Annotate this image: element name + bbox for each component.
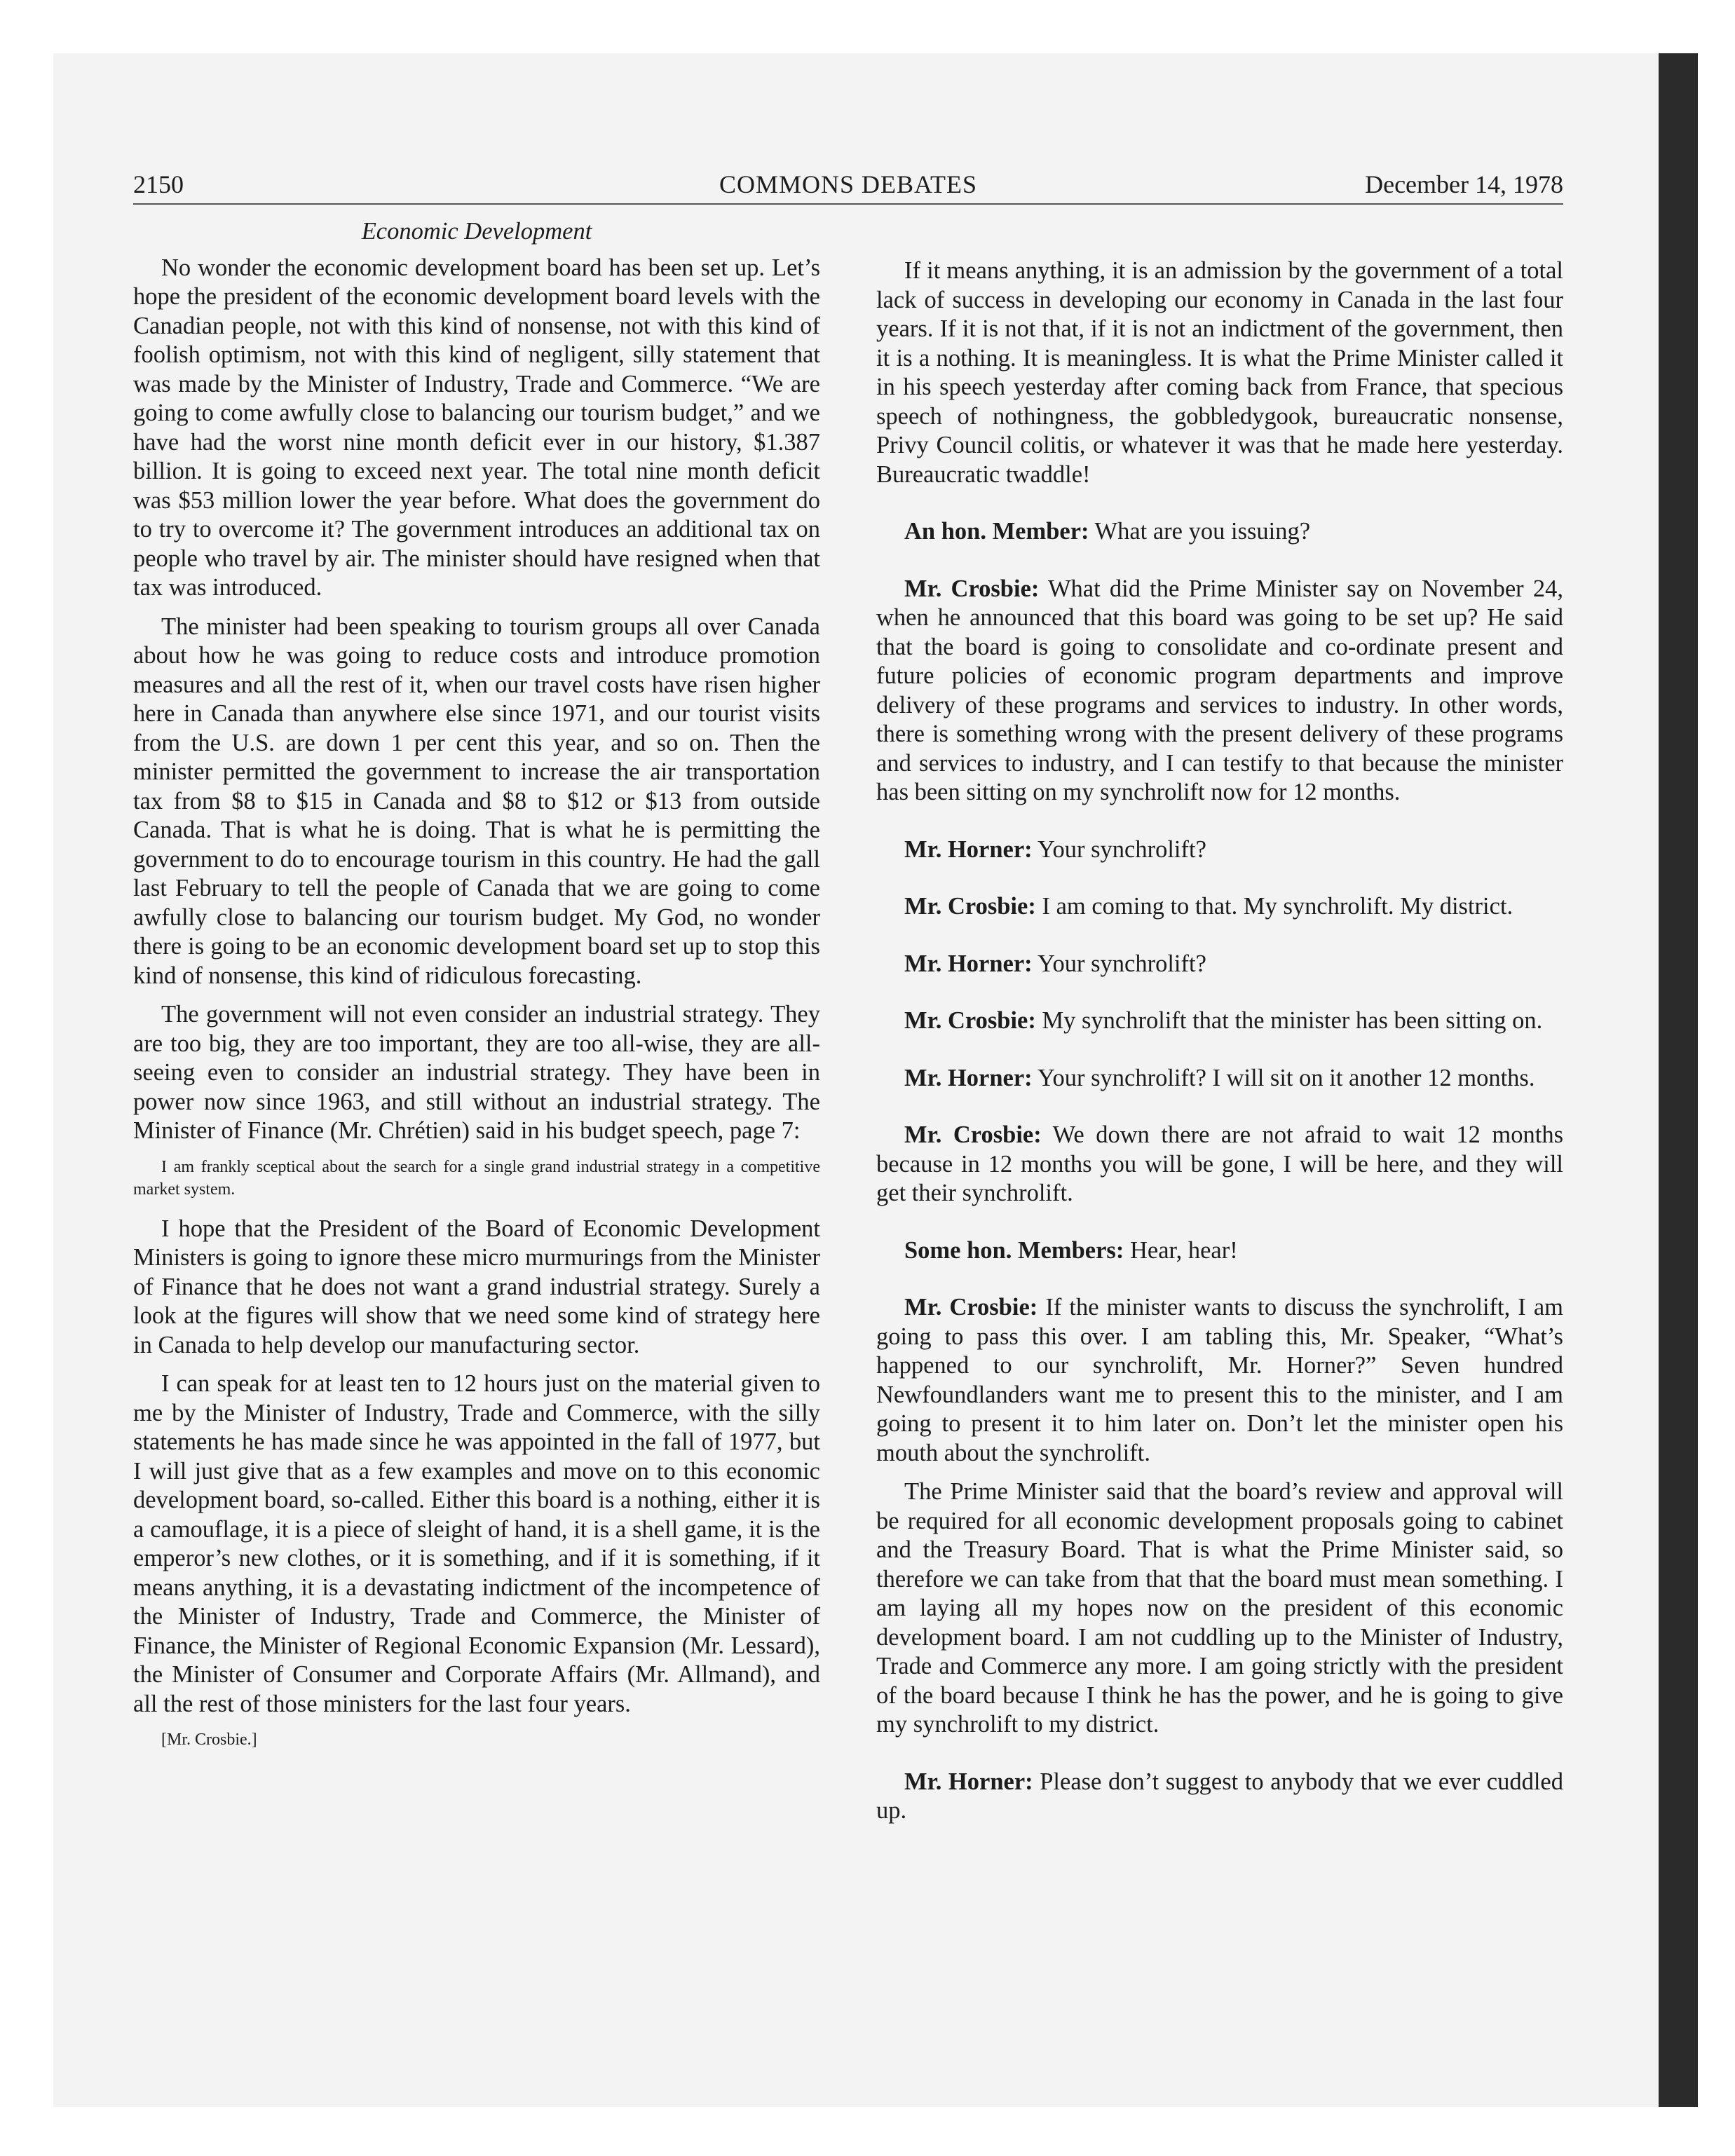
paragraph: I can speak for at least ten to 12 hours just on the material given to me by the Minister of Industry, Trade and Commerce, with the silly statements he has made since he was appointed in the fall of 1977, but I will just give that as a few examples and move on to this economic development board, so-called. Either this board is a nothing, either it is a camouflage, it is a piece of sleight of hand, it is a shell game, it is the emperor’s new clothes, or it is something, and if it is something, if it means anything, it is a devastating indictment of the incompetence of the Minister of Industry, Trade and Commerce, the Minister of Finance, the Minister of Regional Economic Expansion (Mr. Lessard), the Minister of Consumer and Corporate Affairs (Mr. Allmand), and all the rest of those ministers for the last four years. [133, 1370, 820, 1717]
speech-text: Your synchrolift? [1032, 950, 1206, 977]
block-quote: I am frankly sceptical about the search for a single grand industrial strategy in a competitive market system. [133, 1157, 820, 1199]
speech-text: What are you issuing? [1089, 518, 1311, 545]
speech-text: What did the Prime Minister say on November 24, when he announced that this board was going to be set up? He said that the board is going to consolidate and co-ordinate present and future policies of economic program departments and improve delivery of these programs and services to industry. In other words, there is something wrong with the present delivery of these programs and services to industry, and I can testify to that because the minister has been sitting on my synchrolift now for 12 months. [876, 575, 1563, 805]
right-column [876, 257, 1563, 1836]
speech-exchange [876, 575, 1563, 807]
speaker-name: Mr. Crosbie: [904, 1121, 1042, 1148]
page-header [133, 167, 1563, 202]
speech-exchange [876, 950, 1563, 979]
speech-exchange [876, 892, 1563, 922]
paragraph: No wonder the economic development board has been set up. Let’s hope the president of the economic development board levels with the Canadian people, not with this kind of nonsense, not with this kind of foolish optimism, not with this kind of negligent, silly statement that was made by the Minister of Industry, Trade and Commerce. “We are going to come awfully close to balancing our tourism budget,” and we have had the worst nine month deficit ever in our history, $1.387 billion. It is going to exceed next year. The total nine month deficit was $53 million lower the year before. What does the government do to try to overcome it? The government introduces an additional tax on people who travel by air. The minister should have resigned when that tax was introduced. [133, 254, 820, 601]
speech-exchange [876, 1121, 1563, 1208]
paragraph: The minister had been speaking to tourism groups all over Canada about how he was going to reduce costs and introduce promotion measures and all the rest of it, when our travel costs have risen higher here in Canada than anywhere else since 1971, and our tourist visits from the U.S. are down 1 per cent this year, and so on. Then the minister permitted the government to increase the air transportation tax from $8 to $15 in Canada and $8 to $12 or $13 from outside Canada. That is what he is doing. That is what he is permitting the government to do to encourage tourism in this country. He had the gall last February to tell the people of Canada that we are going to come awfully close to balancing our tourism budget. My God, no wonder there is going to be an economic development board set up to stop this kind of nonsense, this kind of ridiculous forecasting. [133, 613, 820, 989]
speaker-name: Mr. Crosbie: [904, 1294, 1038, 1321]
section-title: Economic Development [361, 218, 592, 245]
header-rule [133, 203, 1563, 205]
speaker-name: Mr. Crosbie: [904, 1007, 1036, 1034]
speech-exchange [876, 1236, 1563, 1266]
scan-edge-bar [1659, 53, 1698, 2107]
speech-exchange [876, 517, 1563, 547]
speaker-name: Mr. Horner: [904, 835, 1033, 863]
speaker-attribution: [Mr. Crosbie.] [161, 1731, 257, 1749]
speech-exchange [876, 1293, 1563, 1468]
paragraph: The government will not even consider an industrial strategy. They are too big, they are too important, they are too all-wise, they are all-seeing even to consider an industrial strategy. They have been in power now since 1963, and still without an industrial strategy. The Minister of Finance (Mr. Chrétien) said in his budget speech, page 7: [133, 1001, 820, 1144]
speaker-name: Mr. Crosbie: [904, 575, 1040, 602]
speaker-name: Some hon. Members: [904, 1236, 1124, 1264]
speech-text: If the minister wants to discuss the synchrolift, I am going to pass this over. I am tabling this, Mr. Speaker, “What’s happened to our synchrolift, Mr. Horner?” Seven hundred Newfoundlanders want me to present this to the minister, and I am going to present it to him later on. Don’t let the minister open his mouth about the synchrolift. [876, 1294, 1563, 1466]
speaker-name: Mr. Crosbie: [904, 893, 1036, 920]
speech-exchange [876, 1007, 1563, 1036]
paragraph: The Prime Minister said that the board’s review and approval will be required for all economic development proposals going to cabinet and the Treasury Board. That is what the Prime Minister said, so therefore we can take from that that the board must mean something. I am laying all my hopes now on the president of this economic development board. I am not cuddling up to the Minister of Industry, Trade and Commerce any more. I am going strictly with the president of the board because I think he has the power, and he is going to give my synchrolift to my district. [876, 1478, 1563, 1738]
left-column [133, 217, 820, 1751]
speech-text: Please don’t suggest to anybody that we ever cuddled up. [876, 1768, 1563, 1824]
speech-text: Your synchrolift? I will sit on it another 12 months. [1032, 1064, 1535, 1091]
page-number: 2150 [133, 170, 184, 198]
speech-text: I am coming to that. My synchrolift. My district. [1035, 893, 1513, 920]
speech-exchange [876, 1768, 1563, 1826]
speaker-name: Mr. Horner: [904, 1768, 1033, 1795]
speech-exchange [876, 835, 1563, 865]
speech-text: My synchrolift that the minister has been sitting on. [1035, 1007, 1543, 1034]
speech-text: Your synchrolift? [1032, 835, 1206, 863]
speech-text: We down there are not afraid to wait 12 months because in 12 months you will be gone, I will be here, and they will get their synchrolift. [876, 1121, 1563, 1206]
speech-text: Hear, hear! [1124, 1236, 1238, 1264]
paragraph: If it means anything, it is an admission by the government of a total lack of success in developing our economy in Canada in the last four years. If it is not that, if it is not an indictment of the government, then it is a nothing. It is meaningless. It is what the Prime Minister called it in his speech yesterday after coming back from France, that specious speech of nothingness, the gobbledygook, bureaucratic nonsense, Privy Council colitis, or whatever it was that he made here yesterday. Bureaucratic twaddle! [876, 257, 1563, 488]
speaker-name: An hon. Member: [904, 518, 1089, 545]
publication-title: COMMONS DEBATES [719, 170, 978, 198]
speech-exchange [876, 1064, 1563, 1093]
speaker-name: Mr. Horner: [904, 950, 1033, 977]
speaker-name: Mr. Horner: [904, 1064, 1033, 1091]
paragraph: I hope that the President of the Board of Economic Development Ministers is going to ignore these micro murmurings from the Minister of Finance that he does not want a grand industrial strategy. Surely a look at the figures will show that we need some kind of strategy here in Canada to help develop our manufacturing sector. [133, 1215, 820, 1358]
publication-date: December 14, 1978 [1365, 170, 1563, 198]
